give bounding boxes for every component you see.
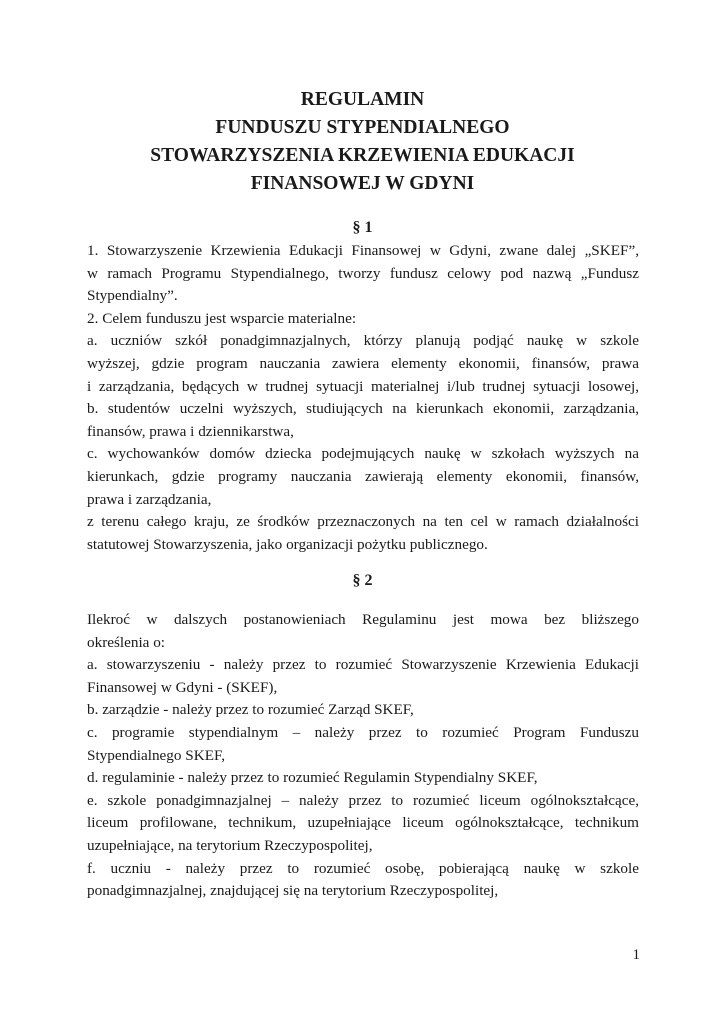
text-line: liceum profilowane, technikum, uzupełniające liceum ogólnokształcące, technikum [87,814,639,832]
text-line: wyższej, gdzie program nauczania zawiera elementy ekonomii, finansów, prawa [87,354,639,372]
text-line: prawa i zarządzania, [87,490,212,508]
text-line: Ilekroć w dalszych postanowieniach Regulaminu jest mowa bez bliższego [87,611,639,628]
text-line: a. stowarzyszeniu - należy przez to rozumieć Stowarzyszenie Krzewienia Edukacji [87,656,639,674]
title-line: FINANSOWEJ W GDYNI [250,173,475,194]
text-line: 1. Stowarzyszenie Krzewienia Edukacji Finansowej w Gdyni, zwane dalej „SKEF”, [87,242,639,259]
title-line: FUNDUSZU STYPENDIALNEGO [215,117,510,138]
text-line: finansów, prawa i dziennikarstwa, [87,422,294,440]
text-line: a. uczniów szkół ponadgimnazjalnych, którzy planują podjąć naukę w szkole [87,332,639,350]
text-line: kierunkach, gdzie programy nauczania zawierają elementy ekonomii, finansów, [87,467,639,485]
section-1-heading: § 1 [352,219,373,236]
text-line: Stypendialny”. [87,287,178,305]
text-line: c. wychowanków domów dziecka podejmujących naukę w szkołach wyższych na [87,445,639,463]
section-2-body [87,609,639,903]
section-1-body [87,240,639,556]
title-line: REGULAMIN [300,89,425,110]
text-line: określenia o: [87,633,166,651]
text-line: z terenu całego kraju, ze środków przeznaczonych na ten cel w ramach działalności [87,513,639,531]
section-2-heading: § 2 [352,572,373,589]
page-number: 1 [632,947,640,963]
text-line: w ramach Programu Stypendialnego, tworzy fundusz celowy pod nazwą „Fundusz [87,264,639,282]
text-line: f. uczniu - należy przez to rozumieć osobę, pobierającą naukę w szkole [87,859,639,877]
text-line: i zarządzania, będących w trudnej sytuacji materialnej i/lub trudnej sytuacji losowej, [87,377,639,395]
text-line: Finansowej w Gdyni - (SKEF), [87,678,278,696]
text-line: c. programie stypendialnym – należy przez to rozumieć Program Funduszu [87,723,639,741]
text-line: 2. Celem funduszu jest wsparcie materialne: [87,309,357,327]
document-title [0,86,725,198]
text-line: uzupełniające, na terytorium Rzeczypospolitej, [87,836,373,854]
text-line: Stypendialnego SKEF, [87,746,225,764]
text-line: statutowej Stowarzyszenia, jako organizacji pożytku publicznego. [87,535,488,553]
text-line: b. zarządzie - należy przez to rozumieć Zarząd SKEF, [87,701,414,719]
text-line: e. szkole ponadgimnazjalnej – należy przez to rozumieć liceum ogólnokształcące, [87,791,639,809]
text-line: b. studentów uczelni wyższych, studiujących na kierunkach ekonomii, zarządzania, [87,400,639,418]
text-line: ponadgimnazjalnej, znajdującej się na terytorium Rzeczypospolitej, [87,882,499,900]
text-line: d. regulaminie - należy przez to rozumieć Regulamin Stypendialny SKEF, [87,769,538,787]
title-line: STOWARZYSZENIA KRZEWIENIA EDUKACJI [150,145,575,166]
